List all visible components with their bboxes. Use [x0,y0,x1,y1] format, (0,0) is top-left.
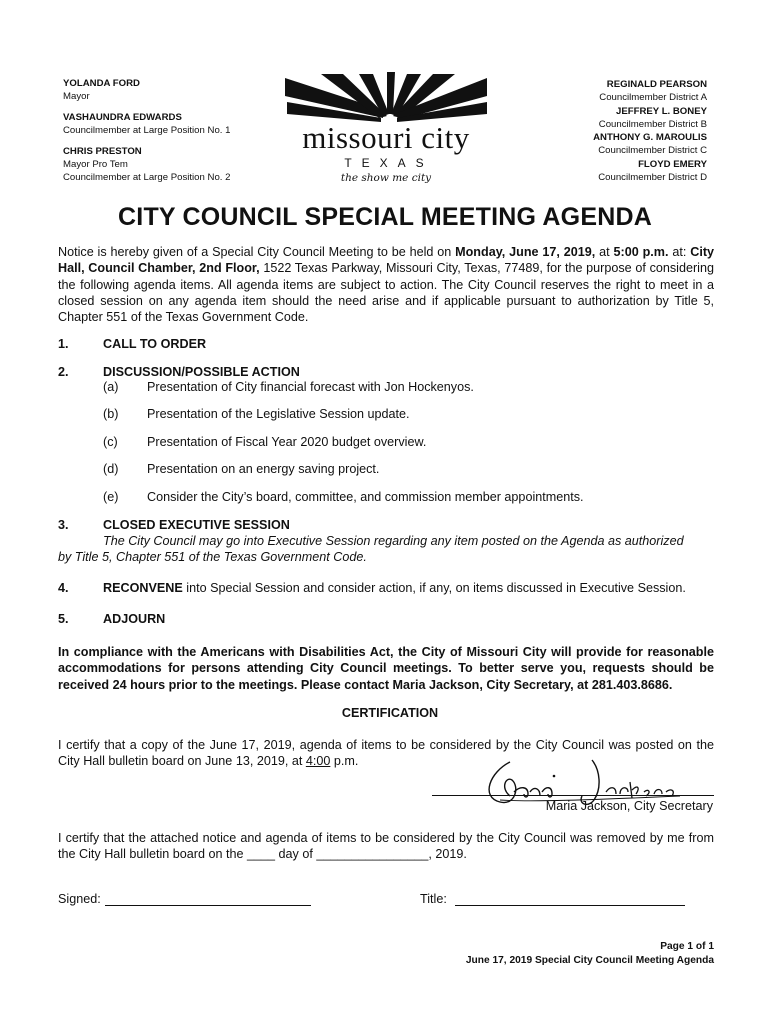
page-number: Page 1 of 1 [660,941,714,952]
member-title: Mayor [63,90,90,102]
signed-label: Signed: [58,892,101,906]
certification-heading-text: CERTIFICATION [341,706,439,720]
council-member [507,78,707,105]
item-text: into Special Session and consider action, if any, on items discussed in Executive Session. [182,581,686,595]
logo-tagline: the show me city [340,172,432,184]
executive-session-text: The City Council may go into Executive Session regarding any item posted on the Agenda as authorized [103,534,684,548]
page-footer [466,940,714,968]
member-title: Councilmember at Large Position No. 1 [63,124,231,136]
council-left-column [63,78,303,193]
member-name: ANTHONY G. MAROULIS [593,132,707,144]
council-member [507,158,707,185]
ada-notice: In compliance with the Americans with Disabilities Act, the City of Missouri City will provide for reasonable accommodations for persons attending City Council meetings. To better serve you, requests should be received 24 hours prior to the meetings. Please contact Maria Jackson, City Secretary, at 281.403.8686. [58,645,714,692]
missouri-city-logo [283,72,489,192]
sub-item-letter: (d) [103,462,119,476]
member-title: Mayor Pro Tem [63,158,128,170]
member-title-2: Councilmember at Large Position No. 2 [63,171,231,183]
council-right-column [507,78,707,184]
meeting-time: 5:00 p.m. [613,245,669,259]
certification-heading [0,706,770,720]
item-heading: RECONVENE [103,581,183,595]
sub-item-text: Consider the City’s board, committee, and commission member appointments. [147,490,584,504]
meeting-place: City Hall, Council Chamber, 2nd Floor, [58,245,715,276]
cert-text: I certify that a copy of the June 17, 2019, agenda of items to be considered by the City Council was posted on the City Hall bulletin board on June 13, 2019, at [58,738,714,769]
council-member [507,105,707,132]
item-heading: ADJOURN [103,612,166,626]
meeting-date: Monday, June 17, 2019, [455,245,596,259]
notice-text: at [595,245,614,259]
footer-document-title: June 17, 2019 Special City Council Meeting Agenda [465,955,714,966]
item-number: 2. [58,365,69,379]
notice-text: at: [668,245,691,259]
council-member [63,146,303,184]
page-title: CITY COUNCIL SPECIAL MEETING AGENDA [118,203,652,231]
executive-session-text: by Title 5, Chapter 551 of the Texas Government Code. [58,550,367,564]
member-title: Councilmember District B [598,118,707,130]
sub-item-text: Presentation of City financial forecast with Jon Hockenyos. [147,380,474,394]
signed-line [105,905,311,906]
signature-line [432,795,714,796]
logo-state: TEXAS [344,156,434,170]
member-name: JEFFREY L. BONEY [616,105,707,117]
member-name: FLOYD EMERY [638,158,707,170]
notice-text: Notice is hereby given of a Special City Council Meeting to be held on [58,245,456,259]
sub-item-letter: (a) [103,380,119,394]
title-label: Title: [420,892,447,906]
cert-text: p.m. [330,754,359,769]
sub-item-text: Presentation of Fiscal Year 2020 budget overview. [147,435,427,449]
member-title: Councilmember District A [599,92,707,104]
item-number: 3. [58,518,69,532]
member-name: VASHAUNDRA EDWARDS [63,112,182,124]
title-line [455,905,685,906]
sub-item-letter: (c) [103,435,118,449]
member-title: Councilmember District D [598,172,707,184]
member-name: CHRIS PRESTON [63,146,142,158]
sunburst-icon [283,72,489,124]
sub-item-letter: (e) [103,490,119,504]
item-number: 4. [58,581,69,595]
item-heading-line [103,581,715,595]
notice-text: 1522 Texas Parkway, Missouri City, Texas, 77489, for the purpose of considering the following agenda items. All agenda items are subject to action. The City Council reserves the right to meet in a closed session on any agenda item should the need arise and if applicable pursuant to authorization by Title 5, Chapter 551 of the Texas Government Code. [58,261,714,325]
logo-wordmark: missouri city [302,120,470,155]
sub-item-letter: (b) [103,407,119,421]
item-heading: CALL TO ORDER [103,337,207,351]
item-number: 1. [58,337,69,351]
member-title: Councilmember District C [598,145,707,157]
item-heading: CLOSED EXECUTIVE SESSION [103,518,290,532]
certification-removed-text: I certify that the attached notice and agenda of items to be considered by the City Council was removed by me from the City Hall bulletin board on the ____ day of ________________, 2019. [58,831,714,862]
council-member [63,78,303,103]
sub-item-text: Presentation on an energy saving project. [147,462,380,476]
sub-item-text: Presentation of the Legislative Session update. [147,407,410,421]
member-name: YOLANDA FORD [63,78,140,89]
council-member [63,112,303,137]
item-number: 5. [58,612,69,626]
notice-paragraph [58,244,714,325]
cert-time: 4:00 [305,754,331,769]
signer-name: Maria Jackson, City Secretary [545,799,713,813]
item-heading: DISCUSSION/POSSIBLE ACTION [103,365,300,379]
council-member [507,131,707,158]
member-name: REGINALD PEARSON [606,79,707,90]
